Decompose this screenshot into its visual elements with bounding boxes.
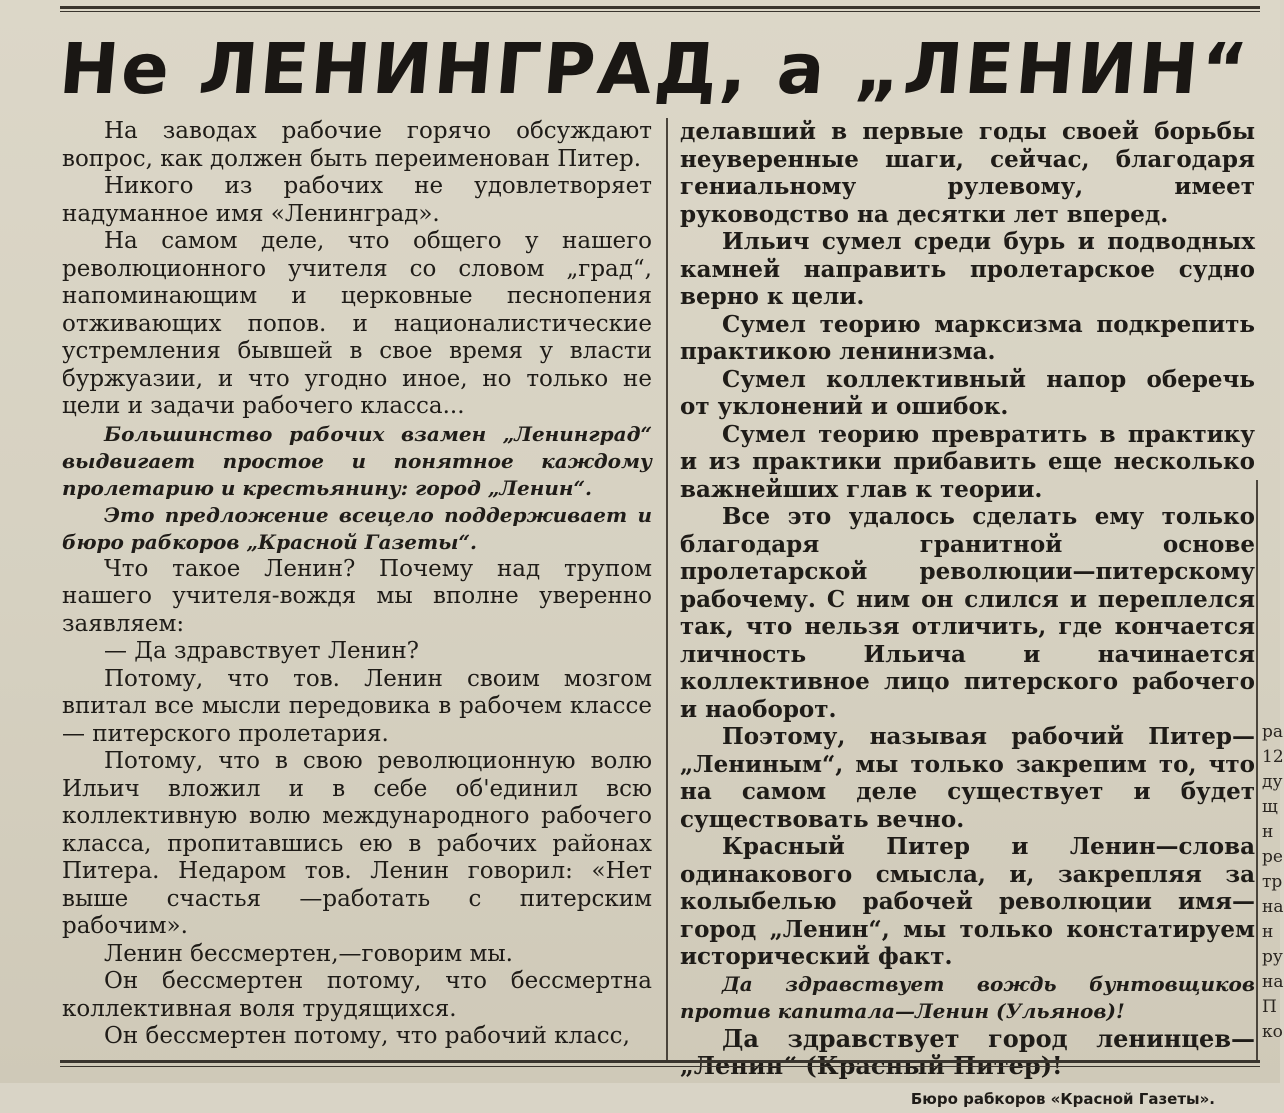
- fragment-line: ду: [1262, 770, 1280, 795]
- fragment-line: ру: [1262, 945, 1280, 970]
- fragment-line: тр: [1262, 870, 1280, 895]
- article-column-right: [680, 118, 1255, 1113]
- slogan-bold: Да здравствует город ленинцев—: [680, 1025, 1255, 1080]
- column-divider: [666, 118, 668, 1060]
- paragraph: Красный Питер и Ленин—слова одинакового смысла, и, закрепляя за колыбелью рабочей революции имя—город „Ленин“, мы только констатируем исторический факт.: [680, 833, 1255, 971]
- fragment-line: ре: [1262, 845, 1280, 870]
- top-rule: [60, 6, 1260, 9]
- paragraph: Сумел теорию марксизма подкрепить практикою ленинизма.: [680, 311, 1255, 366]
- fragment-line: щ: [1262, 795, 1280, 820]
- fragment-line: ра: [1262, 720, 1280, 745]
- paragraph: Сумел коллективный напор оберечь от уклонений и ошибок.: [680, 366, 1255, 421]
- fragment-line: н: [1262, 920, 1280, 945]
- paragraph: Все это удалось сделать ему только благодаря гранитной основе пролетарской революции—питерскому рабочему. С ним он слился и переплелся так, что нельзя отличить, где кончается личность Ильича и начинается коллективное лицо питерского рабочего и наоборот.: [680, 503, 1255, 723]
- fragment-line: 12: [1262, 745, 1280, 770]
- paragraph: Поэтому, называя рабочий Питер—„Лениным“, мы только закрепим то, что на самом деле существует и будет существовать вечно.: [680, 723, 1255, 833]
- article-column-left: [62, 118, 652, 1051]
- italic-paragraph: Большинство рабочих взамен „Ленинград“ выдвигает простое и понятное каждому пролетарию и крестьянину: город „Ленин“.: [62, 421, 652, 502]
- paragraph: Ленин бессмертен,—говорим мы.: [62, 941, 652, 969]
- adjacent-column-fragment: [1262, 720, 1280, 1045]
- bottom-rule-thin: [60, 1066, 1260, 1067]
- fragment-line: на: [1262, 895, 1280, 920]
- signature: Бюро рабкоров «Красной Газеты».: [680, 1086, 1255, 1113]
- fragment-line: на: [1262, 970, 1280, 995]
- fragment-line: П: [1262, 995, 1280, 1020]
- slogan-italic: Да здравствует вождь бунтовщиков против капитала—Ленин (Ульянов)!: [680, 971, 1255, 1025]
- paragraph: делавший в первые годы своей борьбы неуверенные шаги, сейчас, благодаря гениальному рулевому, имеет руководство на десятки лет вперед.: [680, 118, 1255, 228]
- paragraph: Ильич сумел среди бурь и подводных камней направить пролетарское судно верно к цели.: [680, 228, 1255, 311]
- top-rule-thin: [60, 11, 1260, 12]
- fragment-line: н: [1262, 820, 1280, 845]
- paragraph: Что такое Ленин? Почему над трупом нашего учителя-вождя мы вполне уверенно заявляем:: [62, 556, 652, 639]
- headline: Не ЛЕНИНГРАД, а „ЛЕНИН“: [56, 24, 1244, 114]
- paragraph: Потому, что в свою революционную волю Ильич вложил и в себе об'единил всю коллективную волю международного рабочего класса, пропитавшись ею в рабочих районах Питера. Недаром тов. Ленин говорил: «Нет выше счастья —работать с питерским рабочим».: [62, 748, 652, 941]
- paragraph: Он бессмертен потому, что рабочий класс,: [62, 1023, 652, 1051]
- paragraph: — Да здравствует Ленин?: [62, 638, 652, 666]
- paragraph: Никого из рабочих не удовлетворяет надуманное имя «Ленинград».: [62, 173, 652, 228]
- column-divider-right: [1256, 480, 1258, 1060]
- paragraph: На самом деле, что общего у нашего революционного учителя со словом „град“, напоминающим и церковные песнопения отживающих попов. и националистические устремления бывшей в свое время у власти буржуазии, и что угодно иное, но только не цели и задачи рабочего класса...: [62, 228, 652, 421]
- paragraph: Сумел теорию превратить в практику и из практики прибавить еще несколько важнейших глав к теории.: [680, 421, 1255, 504]
- paragraph: На заводах рабочие горячо обсуждают вопрос, как должен быть переименован Питер.: [62, 118, 652, 173]
- fragment-line: ко: [1262, 1020, 1280, 1045]
- italic-paragraph: Это предложение всецело поддерживает и бюро рабкоров „Красной Газеты“.: [62, 502, 652, 556]
- paragraph: Потому, что тов. Ленин своим мозгом впитал все мысли передовика в рабочем классе— питерского пролетария.: [62, 666, 652, 749]
- paragraph: Он бессмертен потому, что бессмертна коллективная воля трудящихся.: [62, 968, 652, 1023]
- bottom-rule: [60, 1060, 1260, 1063]
